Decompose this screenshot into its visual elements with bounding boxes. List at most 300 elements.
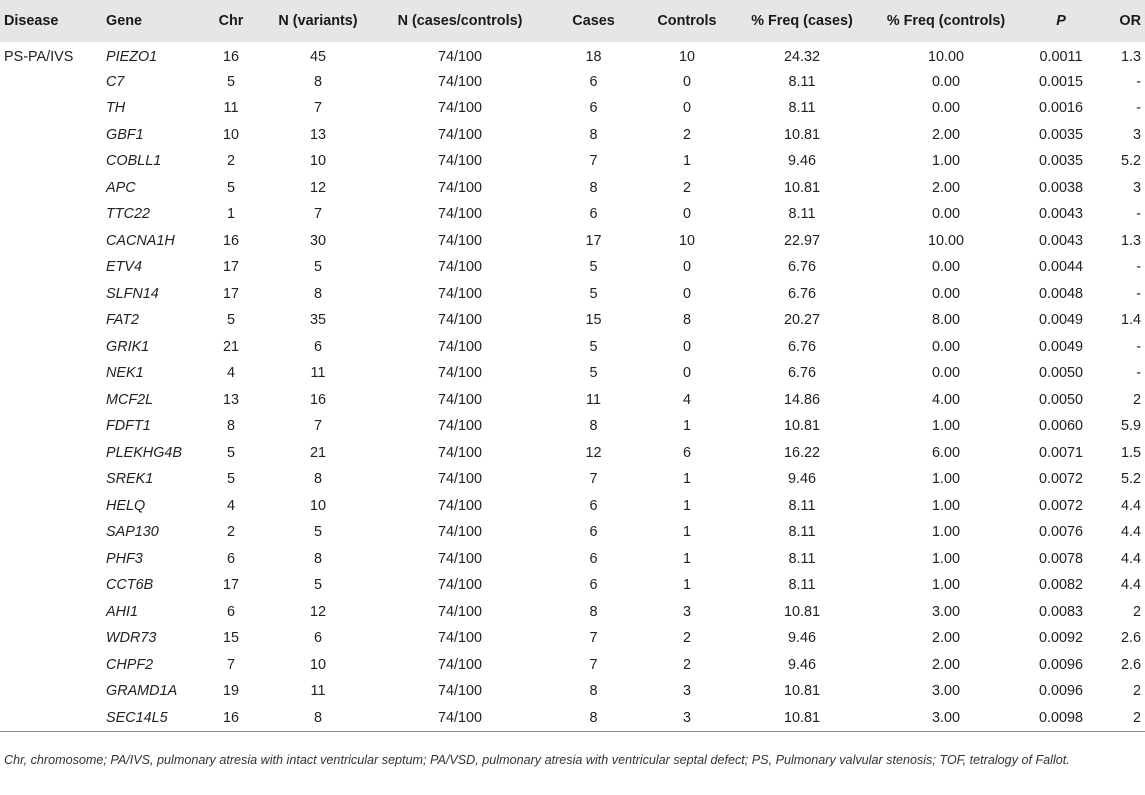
cell-n-cases-controls: 74/100	[437, 365, 482, 382]
cell-chr: 5	[226, 444, 235, 461]
cell-gene: TTC22	[106, 206, 150, 223]
cell-n-cases-controls: 74/100	[437, 550, 482, 567]
header-gene: Gene	[106, 13, 142, 29]
cell-n-variants: 7	[313, 206, 322, 223]
cell-gene: C7	[106, 73, 125, 90]
cell-gene: TH	[106, 100, 126, 117]
cell-chr: 21	[222, 338, 239, 355]
cell-freq-cases: 10.81	[783, 603, 820, 620]
cell-cases: 6	[589, 577, 598, 594]
cell-freq-controls: 1.00	[931, 497, 960, 514]
cell-freq-cases: 8.11	[788, 577, 816, 594]
cell-n-cases-controls: 74/100	[437, 179, 482, 196]
header-freq-controls: % Freq (controls)	[886, 13, 1006, 29]
cell-gene: GBF1	[106, 126, 144, 143]
cell-odds-ratio: 2.6	[1120, 656, 1141, 673]
cell-controls: 2	[682, 630, 691, 647]
cell-p-value: 0.0060	[1038, 418, 1083, 435]
cell-controls: 1	[682, 577, 691, 594]
header-freq-cases: % Freq (cases)	[751, 13, 853, 29]
cell-freq-controls: 0.00	[931, 365, 960, 382]
cell-freq-controls: 2.00	[931, 179, 960, 196]
cell-gene: GRAMD1A	[106, 683, 178, 700]
cell-gene: HELQ	[106, 497, 146, 514]
cell-cases: 8	[589, 179, 598, 196]
table-row	[0, 228, 1145, 255]
cell-freq-cases: 14.86	[783, 391, 820, 408]
cell-n-variants: 8	[313, 285, 322, 302]
cell-odds-ratio: -	[1136, 100, 1141, 117]
cell-controls: 8	[682, 312, 691, 329]
cell-odds-ratio: 2	[1132, 603, 1141, 620]
cell-odds-ratio: 5.2	[1120, 471, 1141, 488]
cell-freq-controls: 0.00	[931, 206, 960, 223]
cell-cases: 8	[589, 603, 598, 620]
table-body	[0, 42, 1145, 731]
cell-odds-ratio: 2	[1132, 391, 1141, 408]
cell-p-value: 0.0072	[1038, 497, 1083, 514]
cell-chr: 2	[226, 153, 235, 170]
cell-n-cases-controls: 74/100	[437, 100, 482, 117]
cell-chr: 8	[226, 418, 235, 435]
cell-n-variants: 7	[313, 418, 322, 435]
cell-gene: SEC14L5	[102, 705, 200, 732]
header-p-value: P	[1056, 13, 1066, 29]
cell-freq-cases: 6.76	[787, 338, 816, 355]
cell-n-variants: 8	[313, 471, 322, 488]
cell-chr: 6	[226, 603, 235, 620]
table-row	[0, 334, 1145, 361]
cell-gene: SLFN14	[106, 285, 159, 302]
cell-chr: 4	[226, 365, 235, 382]
cell-n-cases-controls: 74/100	[437, 391, 482, 408]
cell-chr: 16	[222, 48, 239, 65]
cell-chr: 16	[222, 232, 239, 249]
cell-disease	[0, 281, 102, 308]
cell-p-value: 0.0043	[1038, 232, 1083, 249]
cell-controls: 2	[682, 656, 691, 673]
cell-cases: 6	[589, 550, 598, 567]
cell-n-variants: 10	[309, 497, 326, 514]
cell-gene: SREK1	[106, 471, 154, 488]
cell-n-variants: 5	[313, 524, 322, 541]
table-row	[0, 201, 1145, 228]
cell-cases: 6	[589, 100, 598, 117]
cell-p-value: 0.0048	[1038, 285, 1083, 302]
cell-n-variants: 6	[313, 338, 322, 355]
cell-cases: 6	[589, 73, 598, 90]
cell-chr: 16	[200, 705, 262, 732]
header-cases: Cases	[572, 13, 615, 29]
cell-controls: 2	[682, 126, 691, 143]
cell-gene: APC	[106, 179, 136, 196]
cell-disease	[0, 360, 102, 387]
cell-cases: 7	[589, 630, 598, 647]
cell-disease	[0, 69, 102, 96]
table-header-row	[0, 0, 1145, 42]
cell-odds-ratio: 2.6	[1120, 630, 1141, 647]
table-row	[0, 466, 1145, 493]
table-row	[0, 69, 1145, 96]
cell-disease	[0, 678, 102, 705]
cell-n-cases-controls: 74/100	[437, 48, 482, 65]
cell-odds-ratio: 4.4	[1120, 550, 1141, 567]
cell-freq-cases: 8.11	[788, 100, 816, 117]
cell-chr: 19	[222, 683, 239, 700]
cell-controls: 0	[682, 100, 691, 117]
table-row	[0, 546, 1145, 573]
cell-odds-ratio: 1.3	[1120, 48, 1141, 65]
cell-disease	[0, 493, 102, 520]
header-chr: Chr	[218, 13, 244, 29]
cell-cases: 7	[589, 153, 598, 170]
cell-controls: 1	[682, 497, 691, 514]
cell-n-cases-controls: 74/100	[437, 312, 482, 329]
cell-cases: 5	[589, 259, 598, 276]
cell-disease	[0, 387, 102, 414]
cell-disease	[0, 307, 102, 334]
cell-p-value: 0.0082	[1038, 577, 1083, 594]
cell-odds-ratio: 4.4	[1120, 577, 1141, 594]
cell-freq-controls: 2.00	[931, 656, 960, 673]
cell-cases: 7	[589, 471, 598, 488]
cell-gene: CACNA1H	[106, 232, 175, 249]
cell-freq-cases: 8.11	[788, 206, 816, 223]
cell-freq-cases: 8.11	[788, 497, 816, 514]
cell-freq-cases: 10.81	[783, 418, 820, 435]
cell-freq-controls: 2.00	[931, 630, 960, 647]
cell-chr: 5	[226, 312, 235, 329]
cell-cases: 5	[589, 285, 598, 302]
cell-controls: 3	[641, 705, 733, 732]
cell-disease	[0, 148, 102, 175]
cell-freq-controls: 1.00	[931, 550, 960, 567]
cell-controls: 0	[682, 338, 691, 355]
cell-chr: 7	[226, 656, 235, 673]
cell-controls: 10	[678, 232, 695, 249]
cell-n-variants: 5	[313, 259, 322, 276]
cell-odds-ratio: 4.4	[1120, 497, 1141, 514]
cell-controls: 0	[682, 206, 691, 223]
cell-n-cases-controls: 74/100	[437, 444, 482, 461]
cell-gene: CHPF2	[106, 656, 154, 673]
cell-cases: 5	[589, 338, 598, 355]
cell-controls: 0	[682, 73, 691, 90]
cell-p-value: 0.0072	[1038, 471, 1083, 488]
table-row	[0, 413, 1145, 440]
table-row	[0, 493, 1145, 520]
table-row	[0, 572, 1145, 599]
cell-p-value: 0.0092	[1038, 630, 1083, 647]
cell-n-cases-controls: 74/100	[437, 285, 482, 302]
cell-p-value: 0.0044	[1038, 259, 1083, 276]
cell-n-variants: 11	[310, 365, 326, 382]
cell-controls: 1	[682, 153, 691, 170]
cell-freq-cases: 22.97	[783, 232, 820, 249]
cell-disease	[0, 334, 102, 361]
cell-n-variants: 35	[309, 312, 326, 329]
cell-gene: ETV4	[106, 259, 142, 276]
cell-chr: 10	[222, 126, 239, 143]
cell-chr: 5	[226, 179, 235, 196]
cell-n-variants: 5	[313, 577, 322, 594]
cell-cases: 18	[585, 48, 602, 65]
cell-freq-cases: 20.27	[783, 312, 820, 329]
table-row	[0, 175, 1145, 202]
cell-gene: FDFT1	[106, 418, 151, 435]
cell-odds-ratio: 1.5	[1120, 444, 1141, 461]
cell-controls: 2	[682, 179, 691, 196]
cell-controls: 1	[682, 524, 691, 541]
cell-disease	[0, 519, 102, 546]
cell-gene: PIEZO1	[106, 48, 158, 65]
cell-freq-controls: 0.00	[931, 73, 960, 90]
cell-disease	[0, 546, 102, 573]
cell-freq-controls: 2.00	[931, 126, 960, 143]
table-row	[0, 519, 1145, 546]
cell-gene: NEK1	[106, 365, 144, 382]
cell-controls: 10	[678, 48, 695, 65]
cell-p-value: 0.0096	[1038, 656, 1083, 673]
cell-chr: 17	[222, 577, 239, 594]
cell-freq-controls: 0.00	[931, 285, 960, 302]
cell-cases: 5	[589, 365, 598, 382]
cell-p-value: 0.0050	[1038, 391, 1083, 408]
table-row	[0, 360, 1145, 387]
cell-p-value: 0.0015	[1038, 73, 1083, 90]
cell-odds-ratio: -	[1136, 206, 1141, 223]
cell-disease: PS-PA/IVS	[4, 48, 74, 65]
cell-disease	[0, 705, 102, 732]
cell-controls: 0	[682, 285, 691, 302]
cell-controls: 6	[682, 444, 691, 461]
cell-odds-ratio: 3	[1132, 126, 1141, 143]
cell-p-value: 0.0035	[1038, 153, 1083, 170]
cell-freq-cases: 24.32	[783, 48, 820, 65]
cell-odds-ratio: 2	[1101, 705, 1145, 732]
cell-p-value: 0.0076	[1038, 524, 1083, 541]
cell-freq-controls: 8.00	[931, 312, 960, 329]
cell-odds-ratio: 2	[1132, 683, 1141, 700]
table-row	[0, 254, 1145, 281]
cell-chr: 1	[226, 206, 235, 223]
cell-n-cases-controls: 74/100	[437, 497, 482, 514]
table-row	[0, 95, 1145, 122]
table-row	[0, 652, 1145, 679]
cell-gene: COBLL1	[106, 153, 162, 170]
cell-controls: 1	[682, 550, 691, 567]
cell-disease	[0, 413, 102, 440]
cell-freq-controls: 0.00	[931, 338, 960, 355]
cell-freq-controls: 6.00	[931, 444, 960, 461]
cell-disease	[0, 254, 102, 281]
cell-chr: 17	[222, 285, 239, 302]
cell-freq-cases: 6.76	[787, 285, 816, 302]
cell-controls: 0	[682, 365, 691, 382]
cell-freq-cases: 6.76	[787, 365, 816, 382]
cell-gene: PHF3	[106, 550, 143, 567]
table-row	[0, 599, 1145, 626]
cell-disease	[0, 599, 102, 626]
cell-controls: 1	[682, 471, 691, 488]
cell-cases: 11	[586, 391, 601, 408]
cell-controls: 3	[682, 683, 691, 700]
cell-n-cases-controls: 74/100	[437, 259, 482, 276]
cell-gene: MCF2L	[106, 391, 154, 408]
cell-odds-ratio: -	[1136, 365, 1141, 382]
cell-chr: 17	[222, 259, 239, 276]
header-n-variants: N (variants)	[278, 13, 358, 29]
cell-n-variants: 7	[313, 100, 322, 117]
cell-n-variants: 8	[313, 550, 322, 567]
cell-freq-controls: 1.00	[931, 418, 960, 435]
cell-freq-cases: 9.46	[787, 630, 816, 647]
cell-gene: CCT6B	[106, 577, 154, 594]
cell-n-cases-controls: 74/100	[437, 418, 482, 435]
cell-n-cases-controls: 74/100	[437, 73, 482, 90]
cell-n-variants: 30	[309, 232, 326, 249]
cell-controls: 4	[682, 391, 691, 408]
cell-cases: 8	[589, 126, 598, 143]
cell-cases: 6	[589, 497, 598, 514]
cell-p-value: 0.0071	[1038, 444, 1083, 461]
cell-freq-cases: 9.46	[787, 471, 816, 488]
cell-freq-controls: 1.00	[931, 577, 960, 594]
cell-chr: 2	[226, 524, 235, 541]
cell-controls: 1	[682, 418, 691, 435]
cell-disease	[0, 228, 102, 255]
cell-chr: 11	[223, 100, 239, 117]
cell-cases: 17	[585, 232, 602, 249]
cell-odds-ratio: 4.4	[1120, 524, 1141, 541]
cell-freq-cases: 16.22	[783, 444, 820, 461]
table-row	[0, 42, 1145, 69]
cell-freq-controls: 0.00	[931, 259, 960, 276]
cell-disease	[0, 625, 102, 652]
cell-freq-controls: 1.00	[931, 524, 960, 541]
cell-freq-controls: 1.00	[931, 153, 960, 170]
cell-freq-controls: 1.00	[931, 471, 960, 488]
cell-n-cases-controls: 74/100	[437, 577, 482, 594]
cell-n-variants: 8	[262, 705, 374, 732]
cell-n-cases-controls: 74/100	[374, 705, 546, 732]
cell-n-variants: 11	[310, 683, 326, 700]
cell-gene: AHI1	[106, 603, 138, 620]
cell-chr: 13	[222, 391, 239, 408]
header-controls: Controls	[657, 13, 717, 29]
cell-freq-controls: 3.00	[931, 683, 960, 700]
table-row	[0, 122, 1145, 149]
header-odds-ratio: OR	[1119, 13, 1141, 29]
table-row	[0, 148, 1145, 175]
cell-freq-cases: 9.46	[787, 656, 816, 673]
cell-n-cases-controls: 74/100	[437, 206, 482, 223]
cell-n-variants: 16	[309, 391, 326, 408]
cell-p-value: 0.0096	[1038, 683, 1083, 700]
cell-cases: 8	[546, 705, 641, 732]
header-n-cases-controls: N (cases/controls)	[397, 13, 523, 29]
cell-gene: PLEKHG4B	[106, 444, 182, 461]
cell-chr: 5	[226, 471, 235, 488]
cell-odds-ratio: 5.2	[1120, 153, 1141, 170]
cell-n-cases-controls: 74/100	[437, 232, 482, 249]
cell-odds-ratio: 1.4	[1120, 312, 1141, 329]
cell-disease	[0, 652, 102, 679]
cell-gene: SAP130	[106, 524, 159, 541]
cell-n-variants: 13	[309, 126, 326, 143]
cell-cases: 6	[589, 524, 598, 541]
cell-disease	[0, 201, 102, 228]
cell-disease	[0, 175, 102, 202]
cell-odds-ratio: -	[1136, 73, 1141, 90]
cell-freq-cases: 9.46	[787, 153, 816, 170]
cell-odds-ratio: 3	[1132, 179, 1141, 196]
cell-n-cases-controls: 74/100	[437, 471, 482, 488]
cell-n-cases-controls: 74/100	[437, 603, 482, 620]
cell-freq-controls: 3.00	[931, 603, 960, 620]
cell-disease	[0, 466, 102, 493]
table-row	[0, 705, 1145, 732]
cell-freq-cases: 6.76	[787, 259, 816, 276]
cell-chr: 4	[226, 497, 235, 514]
cell-n-cases-controls: 74/100	[437, 126, 482, 143]
cell-n-variants: 8	[313, 73, 322, 90]
table-row	[0, 281, 1145, 308]
cell-n-variants: 12	[309, 179, 326, 196]
cell-gene: WDR73	[106, 630, 157, 647]
cell-p-value: 0.0043	[1038, 206, 1083, 223]
cell-n-variants: 10	[309, 153, 326, 170]
cell-n-cases-controls: 74/100	[437, 656, 482, 673]
cell-chr: 6	[226, 550, 235, 567]
cell-n-variants: 21	[309, 444, 326, 461]
header-disease: Disease	[4, 13, 59, 29]
cell-n-cases-controls: 74/100	[437, 524, 482, 541]
cell-freq-controls: 4.00	[931, 391, 960, 408]
cell-cases: 12	[585, 444, 602, 461]
cell-n-variants: 6	[313, 630, 322, 647]
cell-gene: FAT2	[106, 312, 140, 329]
cell-cases: 8	[589, 683, 598, 700]
cell-p-value: 0.0078	[1038, 550, 1083, 567]
cell-odds-ratio: 5.9	[1120, 418, 1141, 435]
cell-freq-cases: 10.81	[733, 705, 871, 732]
table-row	[0, 678, 1145, 705]
cell-p-value: 0.0049	[1038, 312, 1083, 329]
cell-odds-ratio: 1.3	[1120, 232, 1141, 249]
cell-n-variants: 10	[309, 656, 326, 673]
cell-p-value: 0.0038	[1038, 179, 1083, 196]
cell-freq-controls: 0.00	[931, 100, 960, 117]
cell-disease	[0, 440, 102, 467]
cell-n-variants: 12	[309, 603, 326, 620]
table-row	[0, 625, 1145, 652]
cell-controls: 0	[682, 259, 691, 276]
cell-p-value: 0.0011	[1039, 48, 1083, 65]
cell-p-value: 0.0016	[1038, 100, 1083, 117]
table-row	[0, 387, 1145, 414]
cell-p-value: 0.0035	[1038, 126, 1083, 143]
cell-n-cases-controls: 74/100	[437, 630, 482, 647]
cell-p-value: 0.0049	[1038, 338, 1083, 355]
cell-n-cases-controls: 74/100	[437, 338, 482, 355]
cell-cases: 15	[585, 312, 602, 329]
cell-gene: GRIK1	[106, 338, 150, 355]
cell-freq-cases: 10.81	[783, 126, 820, 143]
table-footnote: Chr, chromosome; PA/IVS, pulmonary atresia with intact ventricular septum; PA/VSD, pulmonary atresia with ventricular septal defect; PS, Pulmonary valvular stenosis; TOF, tetralogy of Fallot.	[4, 753, 1070, 767]
cell-freq-controls: 3.00	[871, 705, 1021, 732]
cell-freq-cases: 8.11	[788, 550, 816, 567]
